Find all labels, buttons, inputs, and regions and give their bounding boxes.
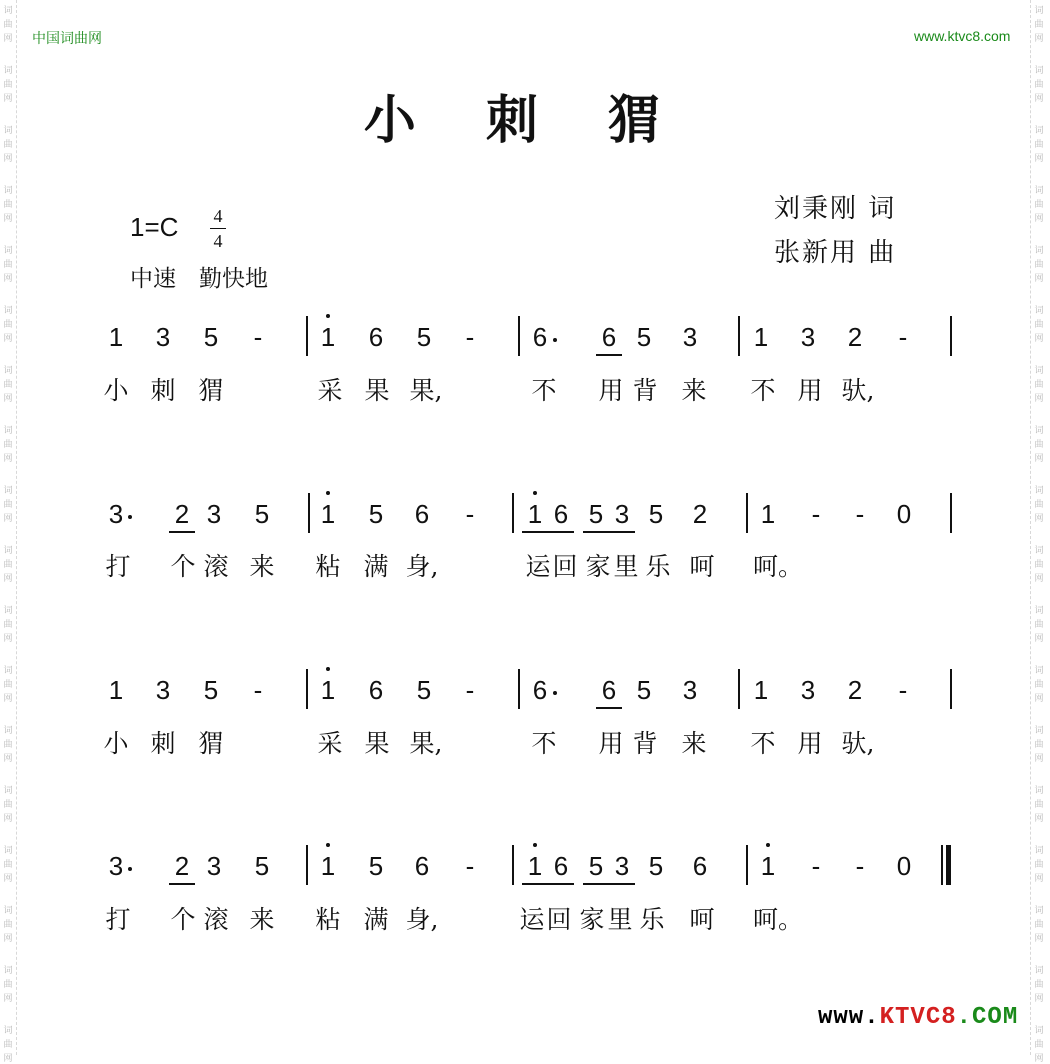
side-watermark-char: 曲 <box>1034 560 1044 570</box>
high-octave-dot <box>326 491 330 495</box>
lyric-char: 家 <box>585 552 611 581</box>
lyric-char: 回 <box>552 552 578 581</box>
note: - <box>811 499 821 529</box>
side-watermark-char: 词 <box>3 66 13 76</box>
side-watermark-char: 曲 <box>1034 620 1044 630</box>
side-watermark-char: 词 <box>1034 486 1044 496</box>
side-watermark-char: 网 <box>3 634 13 644</box>
note: 6 <box>368 675 384 705</box>
side-watermark-char: 网 <box>1034 574 1044 584</box>
side-watermark-char: 曲 <box>1034 860 1044 870</box>
lyricist-credit: 刘秉刚 词 <box>774 194 897 224</box>
note: 2 <box>174 499 190 529</box>
lyric-char: 里 <box>613 552 639 581</box>
side-watermark-char: 网 <box>3 574 13 584</box>
side-watermark-char: 曲 <box>1034 380 1044 390</box>
bar-line <box>746 845 748 885</box>
eighth-underline <box>522 531 574 533</box>
side-watermark-char: 曲 <box>1034 740 1044 750</box>
note: - <box>855 499 865 529</box>
side-watermark-char: 词 <box>1034 966 1044 976</box>
side-watermark-char: 网 <box>3 754 13 764</box>
lyric-char: 运 <box>519 905 545 934</box>
side-watermark-char: 曲 <box>1034 1040 1044 1050</box>
lyric-char: 驮, <box>841 376 875 405</box>
note: - <box>898 675 908 705</box>
high-octave-dot <box>533 491 537 495</box>
note: 6 <box>553 499 569 529</box>
lyric-char: 滚 <box>203 905 229 934</box>
note: 3 <box>614 851 630 881</box>
lyric-char: 满 <box>363 552 389 581</box>
side-watermark-char: 词 <box>3 426 13 436</box>
side-watermark-char: 网 <box>1034 874 1044 884</box>
side-watermark-char: 词 <box>1034 786 1044 796</box>
note: 5 <box>588 851 604 881</box>
note: 1 <box>753 675 769 705</box>
lyric-char: 滚 <box>203 552 229 581</box>
side-watermark-char: 网 <box>1034 814 1044 824</box>
side-watermark-char: 曲 <box>1034 500 1044 510</box>
time-signature <box>208 205 228 252</box>
high-octave-dot <box>326 843 330 847</box>
lyric-char: 呵。 <box>753 905 804 934</box>
lyric-char: 呵 <box>689 905 715 934</box>
lyric-char: 来 <box>681 376 707 405</box>
side-watermark-char: 网 <box>3 34 13 44</box>
high-octave-dot <box>326 667 330 671</box>
side-watermark-char: 网 <box>1034 154 1044 164</box>
bar-line <box>738 316 740 356</box>
note: 6 <box>414 499 430 529</box>
lyric-char: 不 <box>531 729 557 758</box>
side-watermark-char: 曲 <box>1034 800 1044 810</box>
side-watermark-char: 词 <box>1034 306 1044 316</box>
note: 3 <box>206 499 222 529</box>
high-octave-dot <box>533 843 537 847</box>
side-watermark-char: 曲 <box>3 500 13 510</box>
note: 5 <box>254 851 270 881</box>
side-watermark-char: 词 <box>1034 846 1044 856</box>
lyric-char: 不 <box>750 729 776 758</box>
note: 3 <box>682 322 698 352</box>
side-watermark-char: 曲 <box>1034 320 1044 330</box>
side-watermark-char: 词 <box>3 486 13 496</box>
eighth-underline <box>596 354 622 356</box>
lyric-char: 刺 <box>150 376 176 405</box>
note: 2 <box>847 675 863 705</box>
note: 1 <box>108 322 124 352</box>
side-watermark-char: 曲 <box>3 320 13 330</box>
lyric-char: 身, <box>405 905 439 934</box>
side-watermark-char: 词 <box>3 786 13 796</box>
lyric-char: 家 <box>579 905 605 934</box>
note: - <box>855 851 865 881</box>
note: 0 <box>896 499 912 529</box>
note: 0 <box>896 851 912 881</box>
side-watermark-char: 曲 <box>3 140 13 150</box>
side-watermark-char: 词 <box>1034 126 1044 136</box>
key-signature: 1=C <box>130 212 179 242</box>
side-watermark-char: 曲 <box>3 260 13 270</box>
note: - <box>253 675 263 705</box>
side-watermark-char: 网 <box>3 154 13 164</box>
side-watermark-char: 网 <box>3 514 13 524</box>
bar-line <box>950 493 952 533</box>
lyric-char: 用 <box>797 729 823 758</box>
bar-line <box>306 845 308 885</box>
side-watermark-char: 曲 <box>3 740 13 750</box>
side-watermark-char: 曲 <box>3 200 13 210</box>
side-watermark-char: 曲 <box>1034 200 1044 210</box>
side-watermark-char: 曲 <box>3 560 13 570</box>
side-watermark-left <box>0 0 17 1064</box>
side-watermark-char: 网 <box>3 994 13 1004</box>
note: 5 <box>588 499 604 529</box>
side-watermark-char: 网 <box>3 454 13 464</box>
time-signature-line <box>210 228 226 229</box>
side-watermark-char: 词 <box>3 846 13 856</box>
side-watermark-char: 词 <box>1034 66 1044 76</box>
note: 3 <box>614 499 630 529</box>
lyric-char: 不 <box>531 376 557 405</box>
note: 5 <box>254 499 270 529</box>
side-watermark-char: 网 <box>3 94 13 104</box>
side-watermark-char: 词 <box>3 1026 13 1036</box>
side-watermark-char: 词 <box>3 546 13 556</box>
note: 5 <box>636 322 652 352</box>
side-watermark-char: 网 <box>3 874 13 884</box>
eighth-underline <box>596 707 622 709</box>
note: 6 <box>532 675 548 705</box>
side-watermark-char: 网 <box>3 334 13 344</box>
side-watermark-char: 词 <box>3 246 13 256</box>
eighth-underline <box>169 883 195 885</box>
note: 5 <box>203 322 219 352</box>
note: - <box>253 322 263 352</box>
lyric-char: 打 <box>105 905 131 934</box>
watermark-part-brand: KTVC8 <box>879 1004 957 1031</box>
lyric-char: 来 <box>249 552 275 581</box>
lyric-char: 来 <box>681 729 707 758</box>
note: 1 <box>108 675 124 705</box>
side-watermark-char: 网 <box>1034 1054 1044 1064</box>
side-watermark-char: 词 <box>1034 606 1044 616</box>
note: 1 <box>320 675 336 705</box>
note: 1 <box>760 499 776 529</box>
note: 5 <box>648 851 664 881</box>
note: 1 <box>527 499 543 529</box>
lyric-char: 乐 <box>639 905 665 934</box>
bar-line <box>518 316 520 356</box>
note: 6 <box>601 322 617 352</box>
note-symbol <box>540 675 570 705</box>
side-watermark-char: 词 <box>1034 6 1044 16</box>
side-watermark-char: 网 <box>1034 34 1044 44</box>
song-title: 小 刺 猬 <box>363 90 687 151</box>
side-watermark-char: 曲 <box>1034 680 1044 690</box>
lyric-char: 来 <box>249 905 275 934</box>
bar-line <box>738 669 740 709</box>
bar-line <box>512 493 514 533</box>
lyric-char: 打 <box>105 552 131 581</box>
note: 6 <box>553 851 569 881</box>
lyric-char: 果, <box>409 376 443 405</box>
lyric-char: 采 <box>317 729 343 758</box>
side-watermark-char: 曲 <box>1034 140 1044 150</box>
note: - <box>465 499 475 529</box>
side-watermark-char: 词 <box>3 366 13 376</box>
composer-credit: 张新用 曲 <box>774 238 897 268</box>
side-watermark-char: 曲 <box>1034 20 1044 30</box>
eighth-underline <box>583 531 635 533</box>
side-watermark-char: 网 <box>3 394 13 404</box>
side-watermark-char: 网 <box>3 934 13 944</box>
time-signature-bottom: 4 <box>213 231 223 251</box>
note: 6 <box>414 851 430 881</box>
side-watermark-char: 曲 <box>3 440 13 450</box>
note: 5 <box>203 675 219 705</box>
side-watermark-char: 曲 <box>1034 260 1044 270</box>
eighth-underline <box>522 883 574 885</box>
side-watermark-char: 词 <box>1034 546 1044 556</box>
side-watermark-char: 网 <box>1034 994 1044 1004</box>
side-watermark-char: 曲 <box>3 680 13 690</box>
note: 3 <box>108 851 124 881</box>
side-watermark-char: 词 <box>3 666 13 676</box>
lyric-char: 果 <box>364 376 390 405</box>
side-watermark-char: 词 <box>3 606 13 616</box>
side-watermark-char: 词 <box>1034 186 1044 196</box>
note: 1 <box>320 322 336 352</box>
note: 3 <box>800 322 816 352</box>
site-url-right[interactable]: www.ktvc8.com <box>914 28 1011 44</box>
side-watermark-char: 曲 <box>1034 920 1044 930</box>
bar-line <box>306 669 308 709</box>
side-watermark-char: 词 <box>3 6 13 16</box>
site-label-left[interactable]: 中国词曲网 <box>32 30 102 46</box>
lyric-char: 果, <box>409 729 443 758</box>
eighth-underline <box>169 531 195 533</box>
lyric-char: 粘 <box>315 552 341 581</box>
lyric-char: 刺 <box>150 729 176 758</box>
side-watermark-char: 词 <box>1034 666 1044 676</box>
note: 3 <box>108 499 124 529</box>
bar-line <box>746 493 748 533</box>
lyric-char: 驮, <box>841 729 875 758</box>
note: 2 <box>692 499 708 529</box>
lyric-char: 粘 <box>315 905 341 934</box>
note: 5 <box>416 675 432 705</box>
note: 1 <box>320 851 336 881</box>
lyric-char: 背 <box>632 376 658 405</box>
note-symbol <box>540 322 570 352</box>
lyric-char: 运 <box>525 552 551 581</box>
side-watermark-char: 词 <box>3 906 13 916</box>
note: 5 <box>368 851 384 881</box>
bar-line <box>518 669 520 709</box>
bar-line <box>512 845 514 885</box>
side-watermark-char: 网 <box>1034 334 1044 344</box>
side-watermark-char: 词 <box>3 186 13 196</box>
side-watermark-char: 网 <box>1034 274 1044 284</box>
note: 3 <box>800 675 816 705</box>
side-watermark-char: 曲 <box>1034 980 1044 990</box>
side-watermark-char: 网 <box>1034 514 1044 524</box>
note: 5 <box>416 322 432 352</box>
side-watermark-char: 曲 <box>3 800 13 810</box>
side-watermark-char: 网 <box>1034 454 1044 464</box>
side-watermark-char: 网 <box>1034 634 1044 644</box>
note: 5 <box>648 499 664 529</box>
side-watermark-char: 曲 <box>1034 440 1044 450</box>
lyric-char: 呵。 <box>753 552 804 581</box>
note: 6 <box>532 322 548 352</box>
side-watermark-char: 网 <box>3 694 13 704</box>
lyric-char: 果 <box>364 729 390 758</box>
tempo-marking: 中速 勤快地 <box>130 266 268 292</box>
final-bar-thick <box>946 845 951 885</box>
note-symbol <box>115 851 145 881</box>
lyric-char: 乐 <box>645 552 671 581</box>
lyric-char: 呵 <box>689 552 715 581</box>
note: 3 <box>155 675 171 705</box>
note: - <box>465 851 475 881</box>
side-watermark-right <box>1030 0 1047 1064</box>
side-watermark-char: 网 <box>3 274 13 284</box>
side-watermark-char: 词 <box>3 966 13 976</box>
note: 3 <box>155 322 171 352</box>
side-watermark-char: 曲 <box>3 380 13 390</box>
side-watermark-char: 词 <box>1034 1026 1044 1036</box>
lyric-char: 猬 <box>198 376 224 405</box>
side-watermark-char: 网 <box>1034 694 1044 704</box>
side-watermark-char: 网 <box>1034 94 1044 104</box>
bottom-watermark <box>818 1004 1018 1031</box>
side-watermark-char: 曲 <box>3 80 13 90</box>
note: 6 <box>368 322 384 352</box>
side-watermark-char: 网 <box>1034 394 1044 404</box>
side-watermark-char: 词 <box>3 306 13 316</box>
lyric-char: 采 <box>317 376 343 405</box>
side-watermark-char: 词 <box>3 726 13 736</box>
lyric-char: 不 <box>750 376 776 405</box>
lyric-char: 用 <box>598 729 624 758</box>
note: - <box>465 322 475 352</box>
note: 3 <box>206 851 222 881</box>
lyric-char: 满 <box>363 905 389 934</box>
bar-line <box>950 669 952 709</box>
note: 5 <box>636 675 652 705</box>
side-watermark-char: 曲 <box>3 20 13 30</box>
lyric-char: 用 <box>797 376 823 405</box>
note: - <box>465 675 475 705</box>
high-octave-dot <box>766 843 770 847</box>
note: 1 <box>527 851 543 881</box>
side-watermark-char: 曲 <box>1034 80 1044 90</box>
note: 6 <box>601 675 617 705</box>
lyric-char: 回 <box>546 905 572 934</box>
lyric-char: 里 <box>607 905 633 934</box>
lyric-char: 身, <box>405 552 439 581</box>
side-watermark-char: 词 <box>1034 246 1044 256</box>
side-watermark-char: 词 <box>3 126 13 136</box>
side-watermark-char: 网 <box>1034 934 1044 944</box>
side-watermark-char: 曲 <box>3 1040 13 1050</box>
side-watermark-char: 网 <box>1034 214 1044 224</box>
side-watermark-char: 网 <box>3 214 13 224</box>
side-watermark-char: 曲 <box>3 860 13 870</box>
bar-line <box>308 493 310 533</box>
note: 2 <box>847 322 863 352</box>
high-octave-dot <box>326 314 330 318</box>
note: 5 <box>368 499 384 529</box>
side-watermark-char: 词 <box>1034 366 1044 376</box>
note: 3 <box>682 675 698 705</box>
side-watermark-char: 词 <box>1034 726 1044 736</box>
watermark-part-domain: .COM <box>956 1004 1019 1031</box>
note-symbol <box>115 499 145 529</box>
side-watermark-char: 曲 <box>3 920 13 930</box>
note: 1 <box>320 499 336 529</box>
lyric-char: 小 <box>103 376 129 405</box>
side-watermark-char: 网 <box>1034 754 1044 764</box>
watermark-part-www: www. <box>818 1004 880 1031</box>
time-signature-top: 4 <box>213 206 223 226</box>
side-watermark-char: 网 <box>3 814 13 824</box>
final-bar-thin <box>941 845 943 885</box>
note: - <box>898 322 908 352</box>
lyric-char: 猬 <box>198 729 224 758</box>
side-watermark-char: 曲 <box>3 620 13 630</box>
note: - <box>811 851 821 881</box>
note: 1 <box>753 322 769 352</box>
bar-line <box>950 316 952 356</box>
lyric-char: 用 <box>598 376 624 405</box>
side-watermark-char: 网 <box>3 1054 13 1064</box>
note: 6 <box>692 851 708 881</box>
note: 2 <box>174 851 190 881</box>
note: 1 <box>760 851 776 881</box>
lyric-char: 小 <box>103 729 129 758</box>
side-watermark-char: 词 <box>1034 426 1044 436</box>
lyric-char: 个 <box>170 905 196 934</box>
side-watermark-char: 词 <box>1034 906 1044 916</box>
lyric-char: 背 <box>632 729 658 758</box>
bar-line <box>306 316 308 356</box>
eighth-underline <box>583 883 635 885</box>
side-watermark-char: 曲 <box>3 980 13 990</box>
lyric-char: 个 <box>170 552 196 581</box>
